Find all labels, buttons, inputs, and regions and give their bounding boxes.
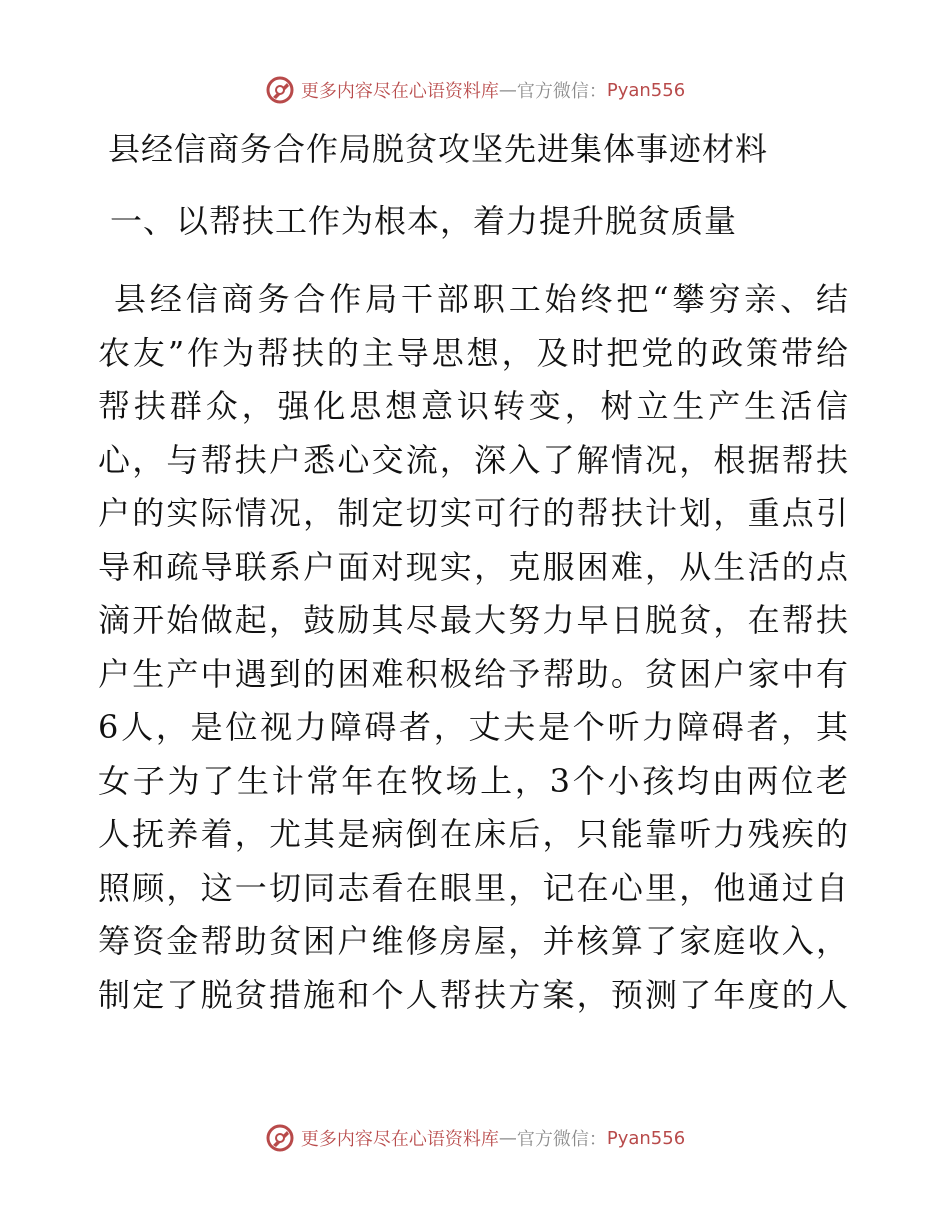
paragraph-line: 制定了脱贫措施和个人帮扶方案，预测了年度的人 [98, 975, 848, 1014]
header-watermark-banner [0, 70, 950, 110]
banner-wechat-id: Pyan556 [606, 79, 686, 101]
banner-separator: — [498, 1127, 517, 1149]
paragraph-line: 滴开始做起，鼓励其尽最大努力早日脱贫，在帮扶 [98, 601, 848, 639]
banner-main-text: 更多内容尽在心语资料库 [300, 81, 499, 102]
paragraph-line: 6人，是位视力障碍者，丈夫是个听力障碍者，其 [98, 708, 848, 746]
document-title: 县经信商务合作局脱贫攻坚先进集体事迹材料 [108, 130, 769, 168]
paragraph-line: 筹资金帮助贫困户维修房屋，并核算了家庭收入， [98, 922, 848, 960]
paragraph-line: 农友”作为帮扶的主导思想，及时把党的政策带给 [98, 333, 848, 372]
paragraph-line: 人抚养着，尤其是病倒在床后，只能靠听力残疾的 [98, 815, 848, 853]
paragraph-line: 帮扶群众，强化思想意识转变，树立生产生活信 [98, 387, 848, 425]
banner-official-label: 官方微信： [516, 1129, 607, 1150]
section-heading: 一、以帮扶工作为根本，着力提升脱贫质量 [110, 202, 738, 240]
paragraph-line: 照顾，这一切同志看在眼里，记在心里，他通过自 [98, 868, 848, 907]
quill-circle-logo-icon [265, 75, 295, 105]
paragraph-line: 导和疏导联系户面对现实，克服困难，从生活的点 [98, 547, 848, 586]
banner-main-text: 更多内容尽在心语资料库 [300, 1129, 499, 1150]
paragraph-line: 女子为了生计常年在牧场上，3个小孩均由两位老 [98, 761, 848, 800]
banner-separator: — [498, 79, 517, 101]
quill-circle-logo-icon [265, 1123, 295, 1153]
paragraph-line: 心，与帮扶户悉心交流，深入了解情况，根据帮扶 [98, 440, 848, 479]
banner-wechat-id: Pyan556 [606, 1127, 686, 1149]
banner-official-label: 官方微信： [516, 81, 607, 102]
paragraph-line: 户的实际情况，制定切实可行的帮扶计划，重点引 [98, 494, 848, 532]
paragraph-line: 县经信商务合作局干部职工始终把“攀穷亲、结 [114, 280, 848, 318]
paragraph-line: 户生产中遇到的困难积极给予帮助。贫困户家中有 [98, 654, 848, 693]
footer-watermark-banner [0, 1118, 950, 1158]
body-paragraph [98, 273, 848, 1022]
